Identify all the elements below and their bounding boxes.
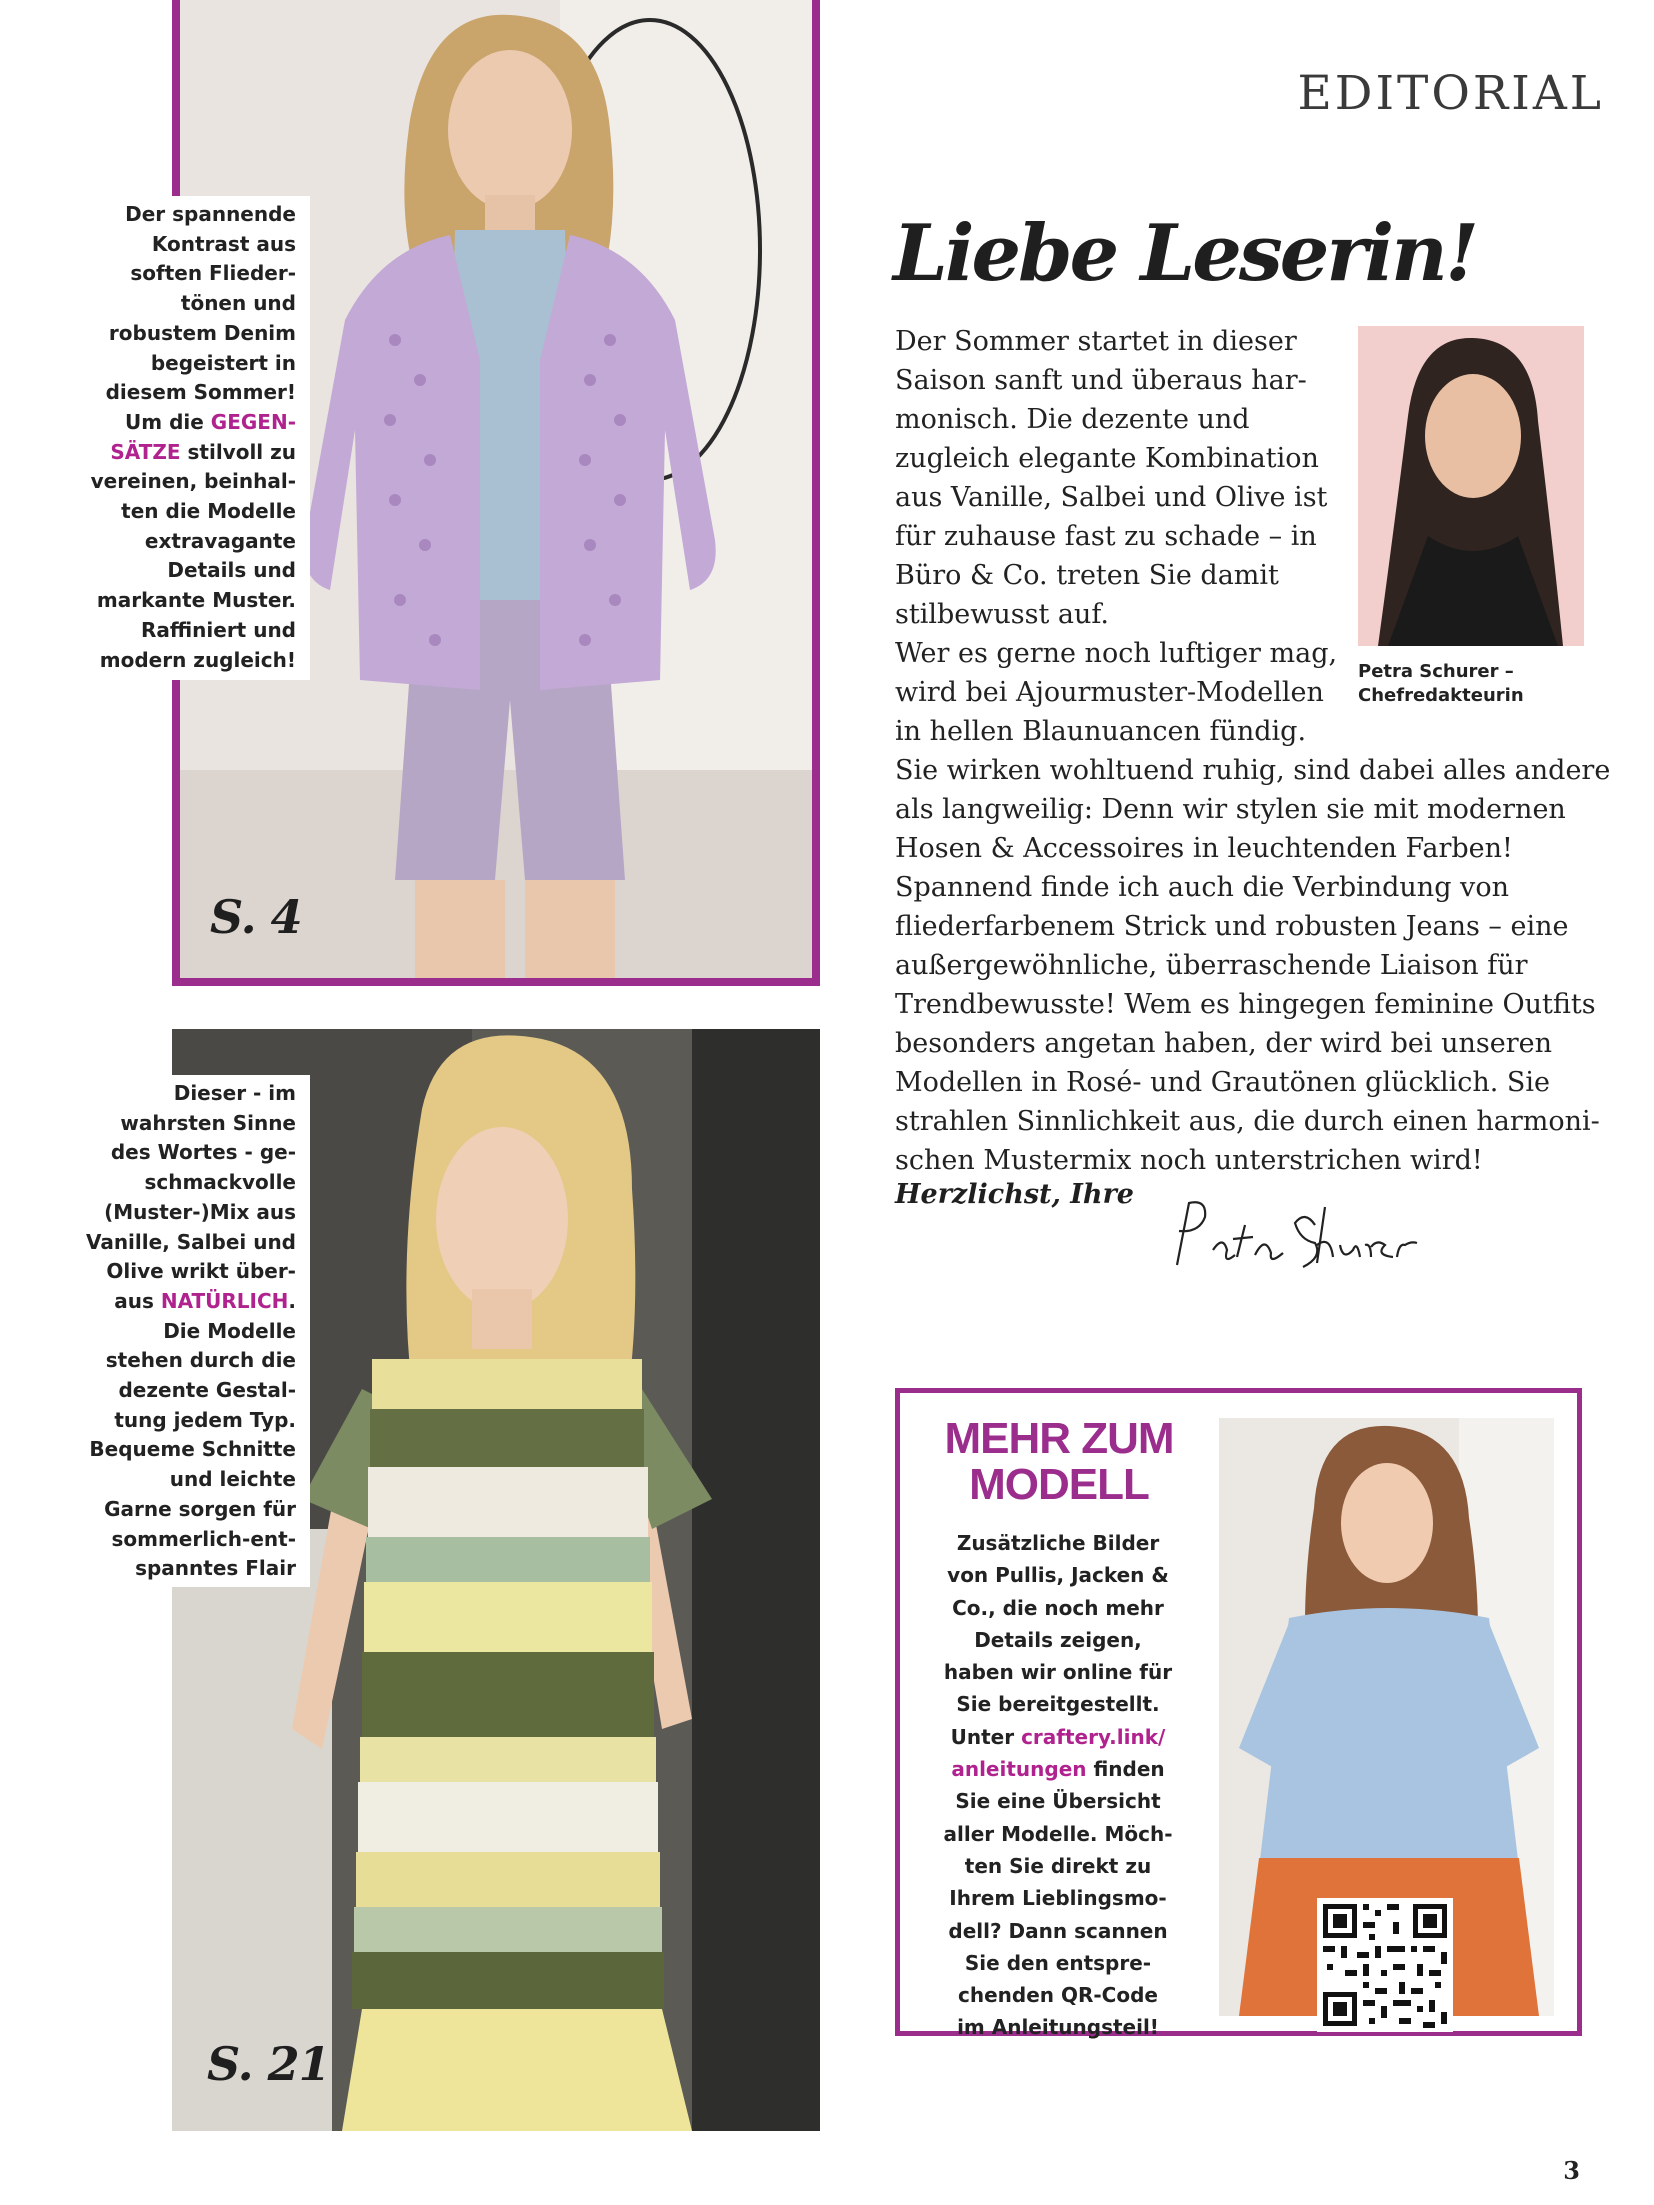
highlighted-text: NATÜRLICH xyxy=(160,1288,289,1313)
caption-line xyxy=(78,556,296,586)
caption-line xyxy=(78,408,296,438)
info-box-title xyxy=(930,1416,1188,1508)
text-fragment: spanntes Flair xyxy=(135,1556,296,1581)
highlighted-text: anleitungen xyxy=(951,1757,1087,1782)
info-text-line xyxy=(918,1785,1198,1817)
text-fragment: . xyxy=(288,1288,296,1313)
photo-caption-vest xyxy=(78,1075,310,1587)
text-fragment: ten Sie direkt zu xyxy=(964,1853,1152,1878)
text-fragment: Zusätzliche Bilder xyxy=(956,1531,1160,1555)
info-text-line xyxy=(918,1915,1198,1947)
text-fragment: Bequeme Schnitte xyxy=(89,1437,296,1462)
editorial-headline: Liebe Leserin! xyxy=(893,208,1477,299)
caption-line xyxy=(78,1465,296,1495)
qr-code[interactable] xyxy=(1317,1898,1453,2032)
caption-line xyxy=(78,467,296,497)
editorial-signoff: Herzlichst, Ihre xyxy=(895,1179,1134,1210)
caption-line xyxy=(78,1257,296,1287)
info-box-title-line: MEHR ZUM xyxy=(944,1414,1174,1463)
text-fragment: dell? Dann scannen xyxy=(948,1918,1168,1943)
caption-line xyxy=(78,1495,296,1525)
text-fragment: Garne sorgen für xyxy=(104,1496,296,1521)
text-fragment: aller Modelle. Möch- xyxy=(943,1821,1173,1846)
info-text-line xyxy=(918,1818,1198,1850)
page-number: 3 xyxy=(1563,2156,1580,2185)
caption-line xyxy=(78,1376,296,1406)
text-fragment: diesem Sommer! xyxy=(105,380,296,405)
body-line: Hosen & Accessoires in leuchtenden Farben! xyxy=(895,833,1513,864)
highlighted-text: craftery.link/ xyxy=(1021,1724,1166,1749)
text-fragment: Ihrem Lieblingsmo- xyxy=(949,1886,1167,1911)
text-fragment: dezente Gestal- xyxy=(118,1378,296,1403)
caption-line xyxy=(78,1079,296,1109)
text-fragment: vereinen, beinhal- xyxy=(90,469,296,494)
body-line: Wer es gerne noch luftiger mag, xyxy=(895,638,1338,669)
info-text-line xyxy=(918,2011,1198,2043)
caption-line xyxy=(78,1228,296,1258)
body-line: aus Vanille, Salbei und Olive ist xyxy=(895,482,1328,513)
text-fragment: finden xyxy=(1086,1757,1165,1782)
body-line: monisch. Die dezente und xyxy=(895,404,1250,435)
text-fragment: stilvoll zu xyxy=(180,439,296,464)
text-fragment: tung jedem Typ. xyxy=(114,1407,296,1432)
author-name: Petra Schurer – xyxy=(1358,661,1514,682)
caption-line xyxy=(78,438,296,468)
info-box-title-line: MODELL xyxy=(969,1460,1149,1509)
body-line: Trendbewusste! Wem es hingegen feminine Outfits xyxy=(895,989,1596,1020)
info-text-line xyxy=(918,1656,1198,1688)
caption-line xyxy=(78,319,296,349)
text-fragment: Sie eine Übersicht xyxy=(955,1789,1161,1814)
info-text-line xyxy=(918,1947,1198,1979)
info-box-text xyxy=(918,1527,1198,2044)
caption-line xyxy=(78,200,296,230)
caption-line xyxy=(78,289,296,319)
caption-line xyxy=(78,1346,296,1376)
info-text-line xyxy=(918,1979,1198,2011)
author-role: Chefredakteurin xyxy=(1358,685,1524,706)
caption-line xyxy=(78,230,296,260)
body-line: schen Mustermix noch unterstrichen wird! xyxy=(895,1145,1483,1176)
text-fragment: von Pullis, Jacken & xyxy=(947,1563,1169,1588)
info-text-line xyxy=(918,1527,1198,1559)
text-fragment: Raffiniert und xyxy=(140,617,296,642)
text-fragment: im Anleitungsteil! xyxy=(957,2015,1159,2040)
text-fragment: extravagante xyxy=(144,528,296,553)
text-fragment: und leichte xyxy=(169,1467,296,1492)
info-text-line xyxy=(918,1753,1198,1785)
caption-line xyxy=(78,1138,296,1168)
caption-line xyxy=(78,1435,296,1465)
body-line: strahlen Sinnlichkeit aus, die durch einen harmoni- xyxy=(895,1106,1600,1137)
body-line: als langweilig: Denn wir stylen sie mit modernen xyxy=(895,794,1566,825)
caption-line xyxy=(78,616,296,646)
caption-line xyxy=(78,646,296,676)
text-fragment: chenden QR-Code xyxy=(958,1983,1158,2008)
text-fragment: schmackvolle xyxy=(144,1170,296,1195)
caption-line xyxy=(78,1287,296,1317)
text-fragment: modern zugleich! xyxy=(99,647,296,672)
text-fragment: (Muster-)Mix aus xyxy=(104,1199,296,1224)
text-fragment: wahrsten Sinne xyxy=(120,1110,296,1135)
info-text-line xyxy=(918,1688,1198,1720)
text-fragment: Unter xyxy=(950,1724,1022,1749)
body-line: stilbewusst auf. xyxy=(895,599,1109,630)
text-fragment: Vanille, Salbei und xyxy=(85,1229,296,1254)
text-fragment: Details zeigen, xyxy=(974,1627,1142,1652)
caption-line xyxy=(78,1525,296,1555)
text-fragment: Kontrast aus xyxy=(151,231,296,256)
text-fragment: Olive wrikt über- xyxy=(106,1259,296,1284)
body-line: besonders angetan haben, der wird bei unseren xyxy=(895,1028,1552,1059)
text-fragment: Dieser - im xyxy=(173,1081,296,1105)
info-text-line xyxy=(918,1882,1198,1914)
caption-line xyxy=(78,1317,296,1347)
text-fragment: haben wir online für xyxy=(943,1660,1173,1685)
caption-line xyxy=(78,259,296,289)
text-fragment: sommerlich-ent- xyxy=(111,1526,296,1551)
text-fragment: Details und xyxy=(167,558,296,583)
body-line: außergewöhnliche, überraschende Liaison für xyxy=(895,950,1528,981)
text-fragment: Co., die noch mehr xyxy=(952,1595,1164,1620)
caption-line xyxy=(78,1554,296,1584)
body-line: Spannend finde ich auch die Verbindung von xyxy=(895,872,1509,903)
body-line: Saison sanft und überaus har- xyxy=(895,365,1307,396)
info-text-line xyxy=(918,1721,1198,1753)
body-line: Der Sommer startet in dieser xyxy=(895,326,1297,357)
page-reference: S. 4 xyxy=(210,890,302,944)
body-line: fliederfarbenem Strick und robusten Jeans – eine xyxy=(895,911,1569,942)
caption-line xyxy=(78,1198,296,1228)
section-label: EDITORIAL xyxy=(1297,66,1604,121)
text-fragment: robustem Denim xyxy=(108,320,296,345)
text-fragment: stehen durch die xyxy=(105,1348,296,1373)
text-fragment: Um die xyxy=(125,409,211,434)
text-fragment: Sie bereitgestellt. xyxy=(956,1692,1160,1717)
body-line: in hellen Blaunuancen fündig. xyxy=(895,716,1307,747)
text-fragment: Der spannende xyxy=(125,202,296,226)
caption-line xyxy=(78,586,296,616)
text-fragment: Die Modelle xyxy=(163,1318,296,1343)
editorial-body xyxy=(895,322,1611,1180)
signature-handwritten xyxy=(1165,1195,1425,1285)
highlighted-text: SÄTZE xyxy=(110,439,181,464)
text-fragment: markante Muster. xyxy=(96,588,296,613)
page-reference: S. 21 xyxy=(207,2037,330,2091)
info-text-line xyxy=(918,1624,1198,1656)
text-fragment: begeistert in xyxy=(150,350,296,375)
text-fragment: Sie den entspre- xyxy=(964,1950,1152,1975)
info-text-line xyxy=(918,1559,1198,1591)
body-line: zugleich elegante Kombination xyxy=(895,443,1319,474)
caption-line xyxy=(78,1109,296,1139)
text-fragment: soften Flieder- xyxy=(130,261,296,286)
caption-line xyxy=(78,378,296,408)
caption-line xyxy=(78,1168,296,1198)
body-line: Modellen in Rosé- und Grautönen glücklich. Sie xyxy=(895,1067,1551,1098)
photo-caption-lilac xyxy=(78,196,310,680)
caption-line xyxy=(78,349,296,379)
highlighted-text: GEGEN- xyxy=(210,409,296,434)
text-fragment: ten die Modelle xyxy=(121,499,296,524)
body-line: Sie wirken wohltuend ruhig, sind dabei alles andere xyxy=(895,755,1611,786)
text-fragment: tönen und xyxy=(180,291,296,316)
text-fragment: des Wortes - ge- xyxy=(110,1140,296,1165)
body-line: wird bei Ajourmuster-Modellen xyxy=(895,677,1324,708)
info-text-line xyxy=(918,1850,1198,1882)
body-line: für zuhause fast zu schade – in xyxy=(895,521,1317,552)
caption-line xyxy=(78,527,296,557)
caption-line xyxy=(78,497,296,527)
body-line: Büro & Co. treten Sie damit xyxy=(895,560,1279,591)
text-fragment: aus xyxy=(114,1288,161,1313)
info-text-line xyxy=(918,1592,1198,1624)
caption-line xyxy=(78,1406,296,1436)
